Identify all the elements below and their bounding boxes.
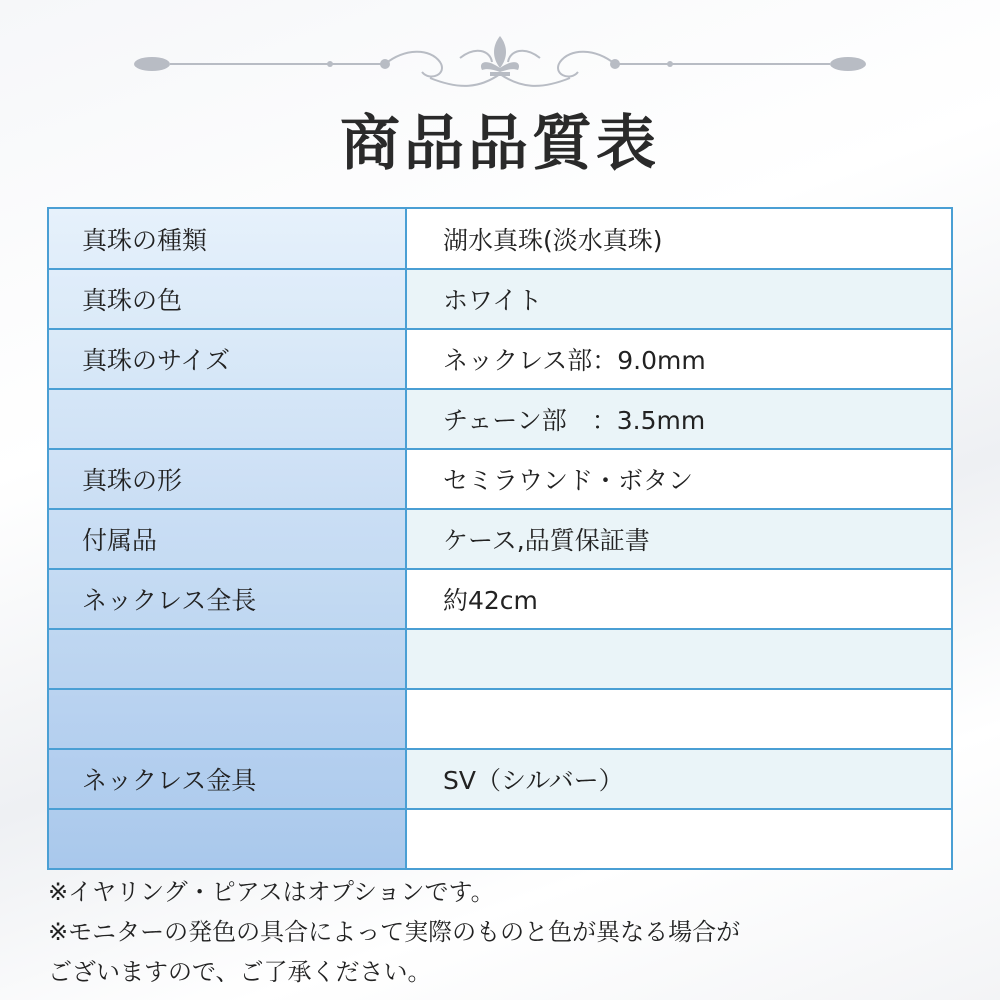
row-label <box>49 630 407 688</box>
row-label: 真珠の形 <box>49 450 407 508</box>
row-value: ホワイト <box>407 270 951 328</box>
product-quality-table <box>47 207 953 870</box>
row-value <box>407 630 951 688</box>
row-label <box>49 810 407 868</box>
row-value: 約42cm <box>407 570 951 628</box>
table-row <box>49 448 951 508</box>
row-label: 真珠の種類 <box>49 209 407 268</box>
table-row <box>49 209 951 268</box>
row-label <box>49 690 407 748</box>
table-row <box>49 328 951 388</box>
notes <box>48 872 968 992</box>
table-row <box>49 568 951 628</box>
row-value: セミラウンド・ボタン <box>407 450 951 508</box>
table-row <box>49 748 951 808</box>
row-label: 真珠のサイズ <box>49 330 407 388</box>
note-line: ※モニターの発色の具合によって実際のものと色が異なる場合が <box>48 918 741 946</box>
table-row <box>49 628 951 688</box>
row-value <box>407 810 951 868</box>
note-line: ※イヤリング・ピアスはオプションです。 <box>48 878 495 906</box>
row-label: 付属品 <box>49 510 407 568</box>
row-value: ケース,品質保証書 <box>407 510 951 568</box>
table-row <box>49 508 951 568</box>
note-line: ございますので、ご了承ください。 <box>48 958 432 986</box>
row-label: ネックレス金具 <box>49 750 407 808</box>
row-label: ネックレス全長 <box>49 570 407 628</box>
row-label: 真珠の色 <box>49 270 407 328</box>
table-row <box>49 808 951 868</box>
row-value: SV（シルバー） <box>407 750 951 808</box>
row-label <box>49 390 407 448</box>
row-value: チェーン部 ：3.5mm <box>407 390 951 448</box>
row-value <box>407 690 951 748</box>
fleur-de-lis-divider-icon <box>130 28 870 98</box>
table-row <box>49 388 951 448</box>
table-row <box>49 688 951 748</box>
table-row <box>49 268 951 328</box>
row-value: 湖水真珠(淡水真珠) <box>407 209 951 268</box>
row-value: ネックレス部：9.0mm <box>407 330 951 388</box>
page-title: 商品品質表 <box>340 109 660 179</box>
